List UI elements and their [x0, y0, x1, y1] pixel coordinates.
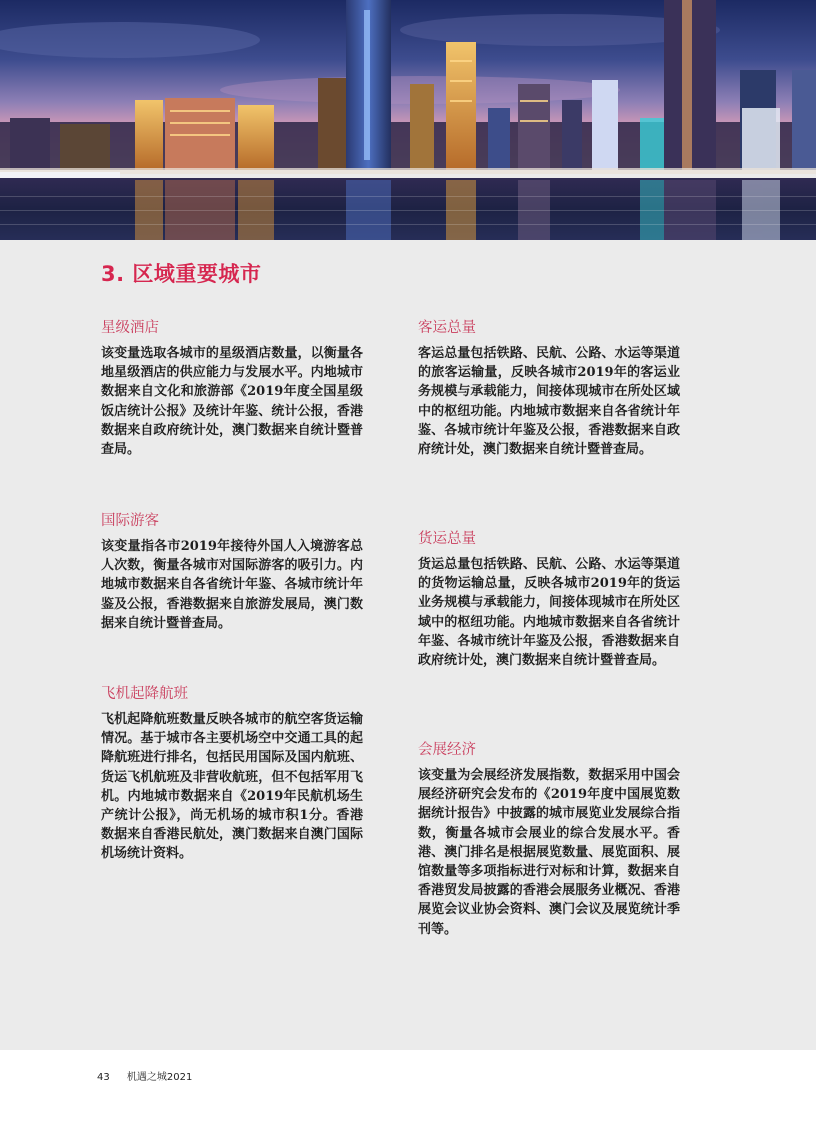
block-heading: 货运总量 — [418, 531, 476, 547]
block-body: 该变量为会展经济发展指数，数据采用中国会展经济研究会发布的《2019年度中国展览数据统计报告》中披露的城市展览业发展综合指数，衡量各城市会展业的综合发展水平。香港、澳门排名是根据展览数量、展览面积、展馆数量等多项指标进行对标和计算，数据来自香港贸发局披露的香港会展服务业概况、香港展览会议业协会资料、澳门会议及展览统计季刊等。 — [418, 768, 680, 937]
block-heading: 客运总量 — [418, 320, 476, 336]
block-flights — [101, 684, 363, 864]
block-heading: 飞机起降航班 — [101, 686, 188, 702]
block-body: 飞机起降航班数量反映各城市的航空客货运输情况。基于城市各主要机场空中交通工具的起降航班进行排名，包括民用国际及国内航班、货运飞机航班及非营收航班，但不包括军用飞机。内地城市数据来自《2019年民航机场生产统计公报》，尚无机场的城市积1分。香港数据来自香港民航处，澳门数据来自澳门国际机场统计资料。 — [101, 712, 363, 862]
block-heading: 国际游客 — [101, 513, 159, 529]
block-heading: 星级酒店 — [101, 320, 159, 336]
block-body: 客运总量包括铁路、民航、公路、水运等渠道的旅客运输量，反映各城市2019年的客运业务规模与承载能力，间接体现城市在所处区域中的枢纽功能。内地城市数据来自各省统计年鉴、各城市统计年鉴及公报，香港数据来自政府统计处，澳门数据来自统计暨普查局。 — [418, 346, 680, 458]
block-body: 货运总量包括铁路、民航、公路、水运等渠道的货物运输总量，反映各城市2019年的货运业务规模与承载能力，间接体现城市在所处区域中的枢纽功能。内地城市数据来自各省统计年鉴、各城市统计年鉴及公报，香港数据来自政府统计处，澳门数据来自统计暨普查局。 — [418, 557, 680, 669]
publication-name: 机遇之城2021 — [126, 1072, 193, 1083]
hero-city-skyline-image — [0, 0, 816, 240]
page-footer — [97, 1068, 192, 1083]
block-international-tourists — [101, 511, 363, 633]
block-body: 该变量指各市2019年接待外国人入境游客总人次数，衡量各城市对国际游客的吸引力。内地城市数据来自各省统计年鉴、各城市统计年鉴及公报，香港数据来自旅游发展局，澳门数据来自统计暨普查局。 — [101, 539, 363, 631]
block-passenger-volume — [418, 318, 680, 459]
block-heading: 会展经济 — [418, 742, 476, 758]
block-freight-volume — [418, 529, 680, 670]
block-body: 该变量选取各城市的星级酒店数量，以衡量各地星级酒店的供应能力与发展水平。内地城市数据来自文化和旅游部《2019年度全国星级饭店统计公报》及统计年鉴、统计公报，香港数据来自政府统计处，澳门数据来自统计暨普查局。 — [101, 346, 363, 458]
section-title: 3. 区域重要城市 — [101, 262, 262, 286]
block-star-hotels — [101, 318, 363, 459]
block-exhibition-economy — [418, 740, 680, 939]
page-number: 43 — [97, 1072, 110, 1083]
